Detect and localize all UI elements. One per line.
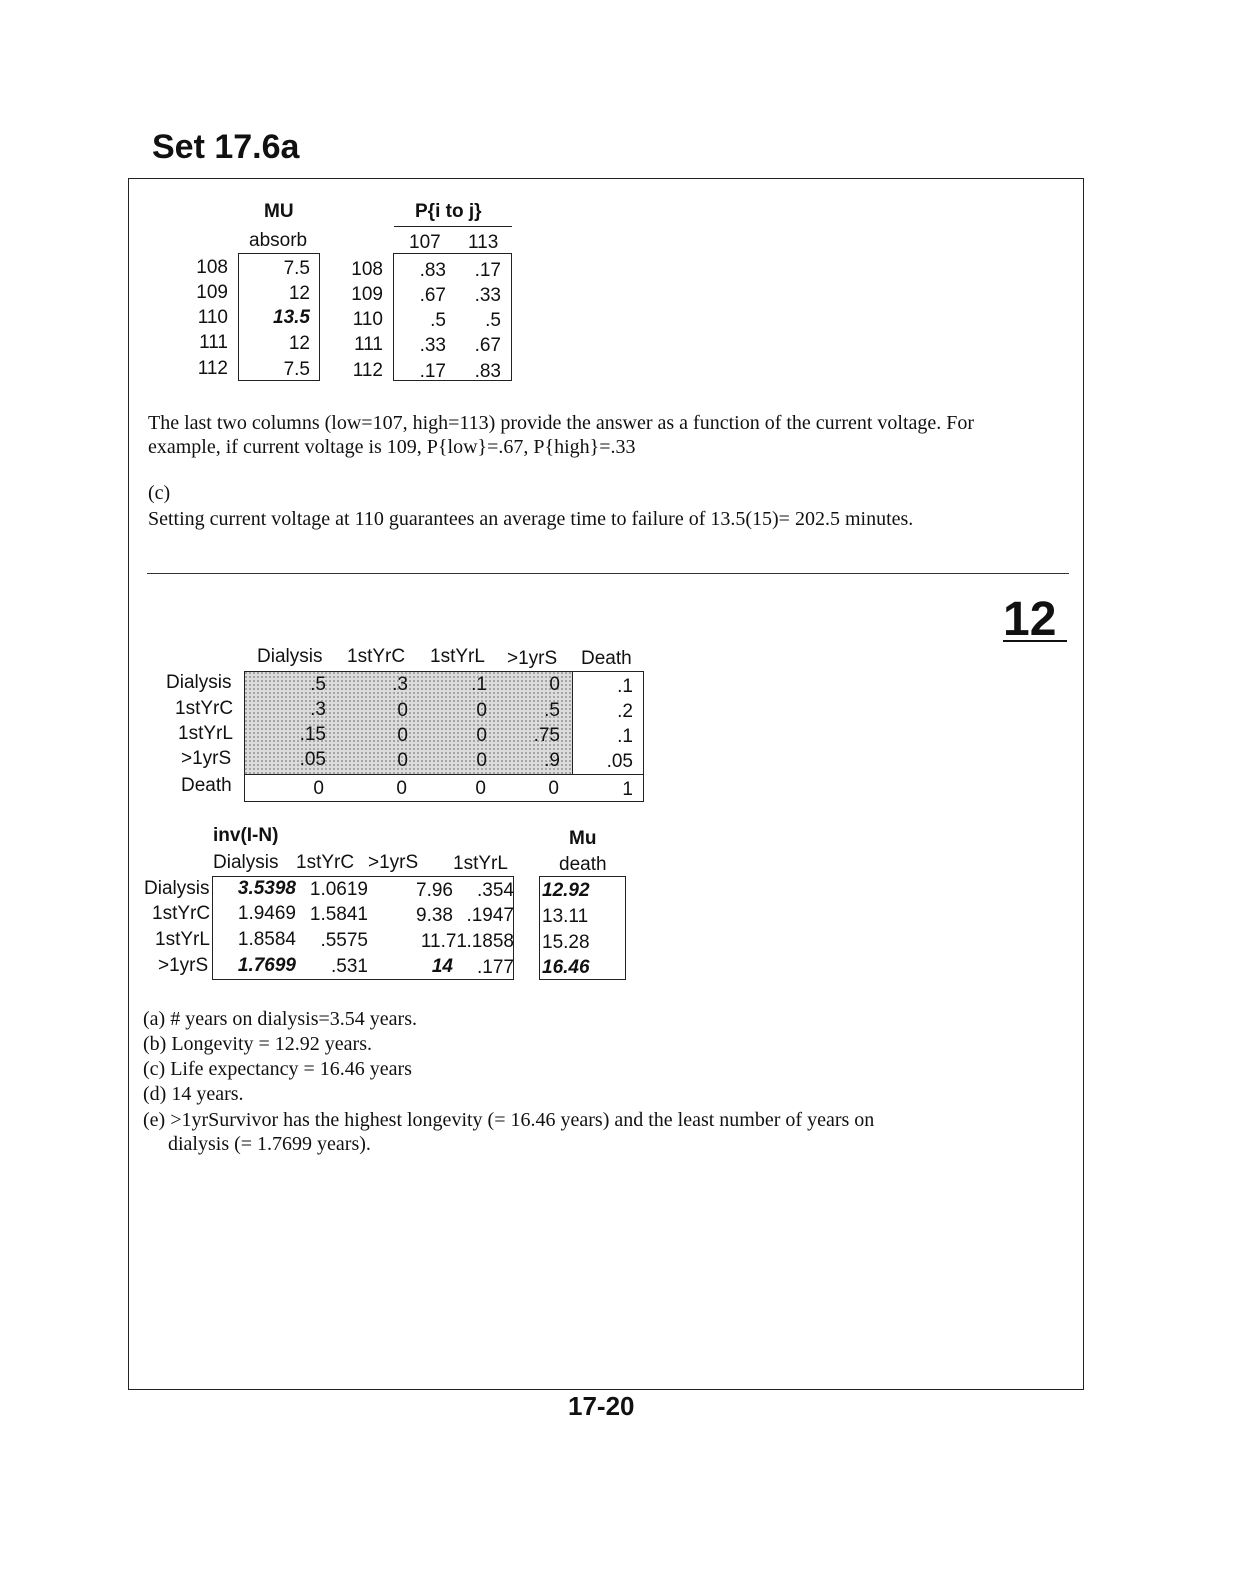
row-label: 109 <box>196 282 228 303</box>
inverse-cell-highlight: 1.7699 <box>237 955 296 976</box>
matrix-cell: .15 <box>299 724 326 745</box>
inverse-cell: .531 <box>331 956 368 977</box>
row-label: Dialysis <box>166 672 232 693</box>
answer-e: (e) >1yrSurvivor has the highest longevity (= 16.46 years) and the least number of years on <box>143 1109 875 1131</box>
row-label: 111 <box>354 334 383 355</box>
row-label: 110 <box>197 307 228 328</box>
matrix-cell: 0 <box>476 725 487 746</box>
row-label: 108 <box>196 257 228 278</box>
matrix-cell: .05 <box>299 749 326 770</box>
row-label: Death <box>181 775 232 796</box>
p-value: .17 <box>419 361 446 382</box>
matrix-row-divider <box>244 774 644 775</box>
row-label: 111 <box>199 332 228 353</box>
inverse-cell-highlight: 3.5398 <box>237 878 296 899</box>
p-title-underline <box>394 226 512 227</box>
matrix-cell: 0 <box>397 750 408 771</box>
problem-number-underline <box>1003 640 1067 642</box>
inverse-cell: .1947 <box>466 905 514 926</box>
matrix-cell: .3 <box>392 674 408 695</box>
inverse-cell: 1.9469 <box>237 903 296 924</box>
p-value: .5 <box>485 310 501 331</box>
p-col-header: 113 <box>468 232 499 253</box>
problem-number: 12 <box>1003 593 1057 646</box>
inverse-cell: .1858 <box>466 931 514 952</box>
mu-value: 7.5 <box>283 359 310 380</box>
col-header: 1stYrC <box>347 646 406 667</box>
matrix-cell: 0 <box>396 778 407 799</box>
part-c-text: Setting current voltage at 110 guarantees an average time to failure of 13.5(15)= 202.5 minutes. <box>148 508 914 530</box>
inverse-cell: 1.8584 <box>237 929 296 950</box>
inverse-cell: .5575 <box>320 930 368 951</box>
p-value: .17 <box>474 260 501 281</box>
matrix-cell: .3 <box>310 699 326 720</box>
answer-d: (d) 14 years. <box>143 1083 244 1105</box>
matrix-cell: .05 <box>606 751 633 772</box>
row-label: 1stYrL <box>155 929 210 950</box>
part-c-label: (c) <box>148 482 171 504</box>
row-label: 1stYrC <box>175 698 234 719</box>
inverse-cell: 9.38 <box>416 905 453 926</box>
col-header: 1stYrL <box>453 853 508 874</box>
col-header: >1yrS <box>368 852 419 873</box>
mu-value: 12 <box>288 333 310 354</box>
matrix-cell: 0 <box>476 700 487 721</box>
mu-death-value: 15.28 <box>542 932 590 953</box>
matrix-cell: .1 <box>471 674 487 695</box>
section-divider <box>147 573 1069 574</box>
inverse-cell: 7.96 <box>416 880 453 901</box>
inverse-cell-highlight: 14 <box>431 956 453 977</box>
mu-value: 7.5 <box>283 258 310 279</box>
col-header: Dialysis <box>213 852 279 873</box>
matrix-cell: .75 <box>533 725 560 746</box>
mu-subheader: absorb <box>249 230 308 251</box>
inverse-cell: .177 <box>477 957 514 978</box>
row-label: 1stYrC <box>152 903 211 924</box>
matrix-cell: 0 <box>548 778 559 799</box>
row-label: 112 <box>197 358 228 379</box>
col-header: 1stYrL <box>430 646 485 667</box>
col-header: Dialysis <box>257 646 323 667</box>
explanation-line: The last two columns (low=107, high=113) provide the answer as a function of the current voltage. For <box>148 412 975 434</box>
matrix-cell: 0 <box>397 700 408 721</box>
inverse-cell: 1.0619 <box>309 879 368 900</box>
explanation-line: example, if current voltage is 109, P{low}=.67, P{high}=.33 <box>148 436 636 458</box>
inverse-cell: 1.5841 <box>309 904 368 925</box>
mu-title: MU <box>264 201 294 222</box>
inverse-cell: 11.71 <box>420 931 467 952</box>
row-label: 112 <box>352 360 383 381</box>
answer-e-continued: dialysis (= 1.7699 years). <box>168 1133 371 1155</box>
row-label: 108 <box>351 259 383 280</box>
mu-death-title: Mu <box>569 828 597 849</box>
p-title: P{i to j} <box>415 201 482 222</box>
p-col-header: 107 <box>409 232 441 253</box>
inverse-cell: .354 <box>477 880 514 901</box>
answer-c: (c) Life expectancy = 16.46 years <box>143 1058 412 1080</box>
mu-death-subheader: death <box>559 854 607 875</box>
row-label: >1yrS <box>158 955 209 976</box>
p-value: .83 <box>419 260 446 281</box>
col-header: 1stYrC <box>296 852 355 873</box>
matrix-cell: .5 <box>310 674 326 695</box>
matrix-cell: .1 <box>617 676 633 697</box>
p-value: .67 <box>419 285 446 306</box>
col-header: Death <box>581 648 632 669</box>
p-value: .33 <box>419 335 446 356</box>
matrix-cell: 0 <box>475 778 486 799</box>
p-value: .5 <box>430 310 446 331</box>
row-label: 1stYrL <box>178 723 233 744</box>
col-header: >1yrS <box>507 648 558 669</box>
row-label: 109 <box>351 284 383 305</box>
p-value: .83 <box>474 361 501 382</box>
matrix-cell: 0 <box>476 750 487 771</box>
mu-value-max: 13.5 <box>273 307 310 328</box>
p-value: .67 <box>474 335 501 356</box>
matrix-cell: 0 <box>313 778 324 799</box>
page-number: 17-20 <box>568 1391 635 1421</box>
matrix-cell: 0 <box>549 674 560 695</box>
mu-death-value: 13.11 <box>542 906 589 927</box>
matrix-cell: .1 <box>617 726 633 747</box>
answer-b: (b) Longevity = 12.92 years. <box>143 1033 373 1055</box>
matrix-cell: .2 <box>617 701 633 722</box>
mu-value: 12 <box>288 283 310 304</box>
row-label: >1yrS <box>181 748 232 769</box>
p-value: .33 <box>474 285 501 306</box>
row-label: 110 <box>352 309 383 330</box>
matrix-cell: 0 <box>397 725 408 746</box>
matrix-cell: 1 <box>622 779 633 800</box>
matrix-cell: .9 <box>544 750 560 771</box>
inverse-title: inv(I-N) <box>213 825 279 846</box>
row-label: Dialysis <box>144 878 210 899</box>
mu-death-value-highlight: 12.92 <box>542 880 590 901</box>
mu-death-value-highlight: 16.46 <box>542 957 590 978</box>
matrix-cell: .5 <box>544 700 560 721</box>
page-title: Set 17.6a <box>152 128 300 166</box>
answer-a: (a) # years on dialysis=3.54 years. <box>143 1008 417 1030</box>
